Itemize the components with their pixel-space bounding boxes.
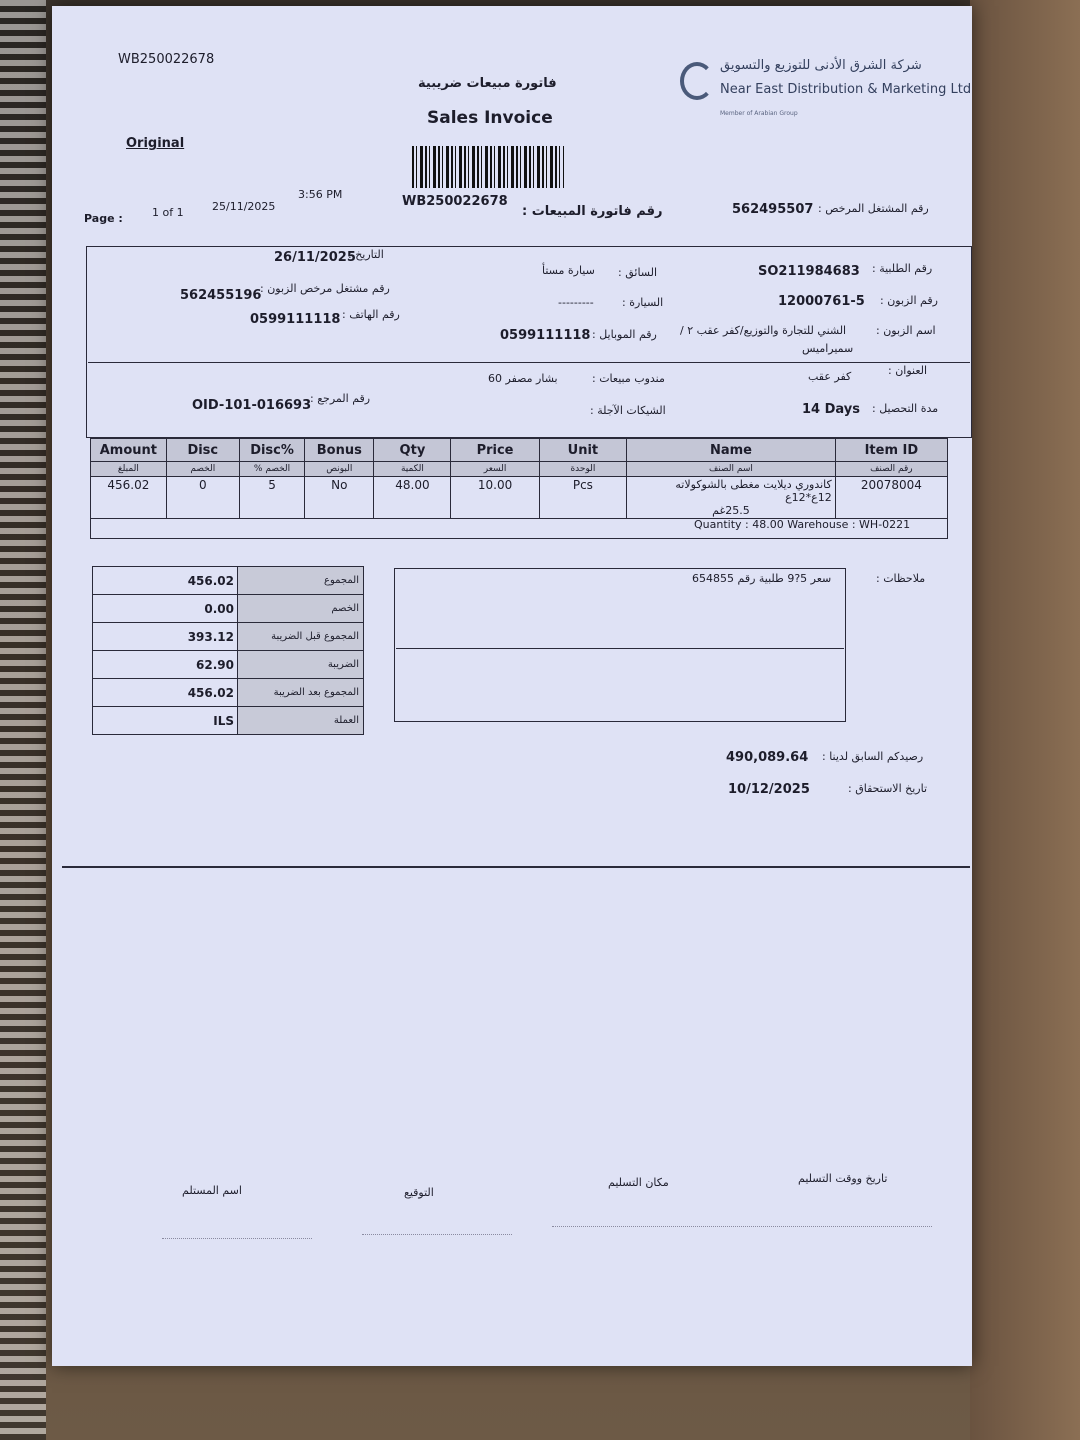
previous-balance-label: رصيدكم السابق لدينا :: [822, 750, 924, 763]
barcode-icon: [412, 146, 564, 188]
order-no-value: SO211984683: [758, 264, 860, 279]
payment-term-label: مدة التحصيل :: [872, 402, 939, 415]
cell-price: 10.00: [451, 477, 539, 519]
col-disc-ar: الخصم: [166, 462, 239, 477]
notes-box: [394, 568, 846, 722]
total-tax-value: 62.90: [93, 651, 238, 679]
date-value: 26/11/2025: [274, 250, 356, 265]
copy-label: Original: [126, 136, 185, 151]
col-price-ar: السعر: [451, 462, 539, 477]
print-time: 3:56 PM: [298, 188, 343, 201]
phone-value: 0599111118: [250, 312, 341, 327]
total-row: [93, 623, 364, 651]
company-logo-icon: [680, 62, 714, 100]
due-date-label: تاريخ الاستحقاق :: [848, 782, 928, 795]
customer-license-label: رقم مشتغل مرخص الزبون :: [260, 282, 390, 295]
cell-name-line-2: 25.5غم: [712, 504, 750, 517]
notes-divider: [396, 648, 844, 649]
cell-bonus: No: [305, 477, 374, 519]
reference-label: رقم المرجع :: [310, 392, 371, 405]
total-after-tax-value: 456.02: [93, 679, 238, 707]
cell-unit: Pcs: [539, 477, 627, 519]
company-name-arabic: شركة الشرق الأدنى للتوزيع والتسويق: [720, 58, 922, 73]
cell-disc: 0: [166, 477, 239, 519]
totals-table: [92, 566, 364, 735]
address-value: كفر عقب: [808, 370, 852, 383]
address-label: العنوان :: [888, 364, 928, 377]
company-name-english: Near East Distribution & Marketing Ltd: [720, 82, 972, 97]
total-tax-label: الضريبة: [238, 651, 364, 679]
col-qty: Qty: [374, 439, 451, 462]
total-before-tax-value: 393.12: [93, 623, 238, 651]
payment-term-value: 14 Days: [802, 402, 860, 417]
col-item-id: Item ID: [835, 439, 947, 462]
col-name: Name: [627, 439, 836, 462]
col-price: Price: [451, 439, 539, 462]
table-row: [91, 477, 948, 519]
car-value: ---------: [558, 296, 594, 309]
licensed-dealer-value: 562495507: [732, 202, 814, 217]
customer-name-value-2: سميراميس: [802, 342, 854, 355]
col-disc-pct-ar: % الخصم: [239, 462, 304, 477]
invoice-number-label: رقم فاتورة المبيعات :: [522, 204, 663, 219]
signature-line: [362, 1234, 512, 1235]
items-table: [90, 438, 948, 519]
driver-value: سيارة مستأ: [542, 264, 595, 277]
cell-name: [627, 477, 836, 519]
currency-value: ILS: [93, 707, 238, 735]
previous-balance-value: 490,089.64: [726, 750, 809, 765]
delivery-place-label: مكان التسليم: [608, 1176, 669, 1189]
customer-no-value: 12000761-5: [778, 294, 865, 309]
carton-left-edge: [0, 0, 46, 1440]
table-header-row-arabic: [91, 462, 948, 477]
summary-row-box: [90, 518, 948, 539]
mobile-label: رقم الموبايل :: [592, 328, 657, 341]
delivery-line: [552, 1226, 932, 1227]
notes-value: سعر 5?9 طلبية رقم 654855: [692, 572, 832, 585]
mobile-value: 0599111118: [500, 328, 591, 343]
col-bonus: Bonus: [305, 439, 374, 462]
receiver-signature-line: [162, 1238, 312, 1239]
car-label: السيارة :: [622, 296, 664, 309]
cell-qty: 48.00: [374, 477, 451, 519]
customer-name-label: اسم الزبون :: [876, 324, 936, 337]
currency-label: العملة: [238, 707, 364, 735]
total-discount-label: الخصم: [238, 595, 364, 623]
total-discount-value: 0.00: [93, 595, 238, 623]
total-sum-value: 456.02: [93, 567, 238, 595]
cell-name-line-1: كاندوري ديلايت مغطى بالشوكولاته 12ع*12ع: [675, 478, 832, 504]
total-row: [93, 707, 364, 735]
total-row: [93, 567, 364, 595]
col-unit-ar: الوحدة: [539, 462, 627, 477]
reference-value: OID-101-016693: [192, 398, 312, 413]
licensed-dealer-label: رقم المشتغل المرخص :: [818, 202, 929, 215]
signature-label: التوقيع: [404, 1186, 434, 1199]
customer-name-value: الشني للتجارة والتوزيع/كفر عقب ٢ /: [680, 324, 847, 337]
title-arabic: فاتورة مبيعات ضريبية: [418, 76, 557, 91]
phone-label: رقم الهاتف :: [342, 308, 400, 321]
col-bonus-ar: البونص: [305, 462, 374, 477]
page-value: 1 of 1: [152, 206, 184, 219]
col-unit: Unit: [539, 439, 627, 462]
sales-rep-label: مندوب مبيعات :: [592, 372, 665, 385]
col-qty-ar: الكمية: [374, 462, 451, 477]
table-header-row: [91, 439, 948, 462]
col-disc: Disc: [166, 439, 239, 462]
cell-item-id: 20078004: [835, 477, 947, 519]
due-date-value: 10/12/2025: [728, 782, 810, 797]
carton-right-side: [970, 0, 1080, 1440]
col-item-id-ar: رقم الصنف: [835, 462, 947, 477]
receiver-name-label: اسم المستلم: [182, 1184, 242, 1197]
deferred-checks-label: الشيكات الآجلة :: [590, 404, 666, 417]
col-disc-pct: Disc%: [239, 439, 304, 462]
customer-box-divider: [88, 362, 970, 363]
print-date: 25/11/2025: [212, 200, 276, 213]
total-row: [93, 679, 364, 707]
col-amount: Amount: [91, 439, 167, 462]
page-label: Page :: [84, 212, 123, 225]
invoice-number-top: WB250022678: [118, 52, 215, 67]
section-divider: [62, 866, 970, 868]
total-before-tax-label: المجموع قبل الضريبة: [238, 623, 364, 651]
driver-label: السائق :: [618, 266, 658, 279]
quantity-warehouse-summary: Quantity : 48.00 Warehouse : WH-0221: [694, 518, 911, 531]
sales-rep-value: بشار مصفر 60: [488, 372, 558, 385]
total-row: [93, 651, 364, 679]
date-label: التاريخ :: [348, 248, 384, 261]
total-after-tax-label: المجموع بعد الضريبة: [238, 679, 364, 707]
delivery-datetime-label: تاريخ ووقت التسليم: [798, 1172, 888, 1185]
invoice-number-value: WB250022678: [402, 194, 508, 209]
cell-disc-pct: 5: [239, 477, 304, 519]
customer-no-label: رقم الزبون :: [880, 294, 938, 307]
col-amount-ar: المبلغ: [91, 462, 167, 477]
notes-label: ملاحظات :: [876, 572, 926, 585]
title-english: Sales Invoice: [427, 108, 553, 128]
col-name-ar: اسم الصنف: [627, 462, 836, 477]
order-no-label: رقم الطلبية :: [872, 262, 933, 275]
invoice-paper: [52, 6, 972, 1366]
customer-license-value: 562455196: [180, 288, 262, 303]
total-sum-label: المجموع: [238, 567, 364, 595]
company-tagline: Member of Arabian Group: [720, 110, 798, 117]
cell-amount: 456.02: [91, 477, 167, 519]
total-row: [93, 595, 364, 623]
